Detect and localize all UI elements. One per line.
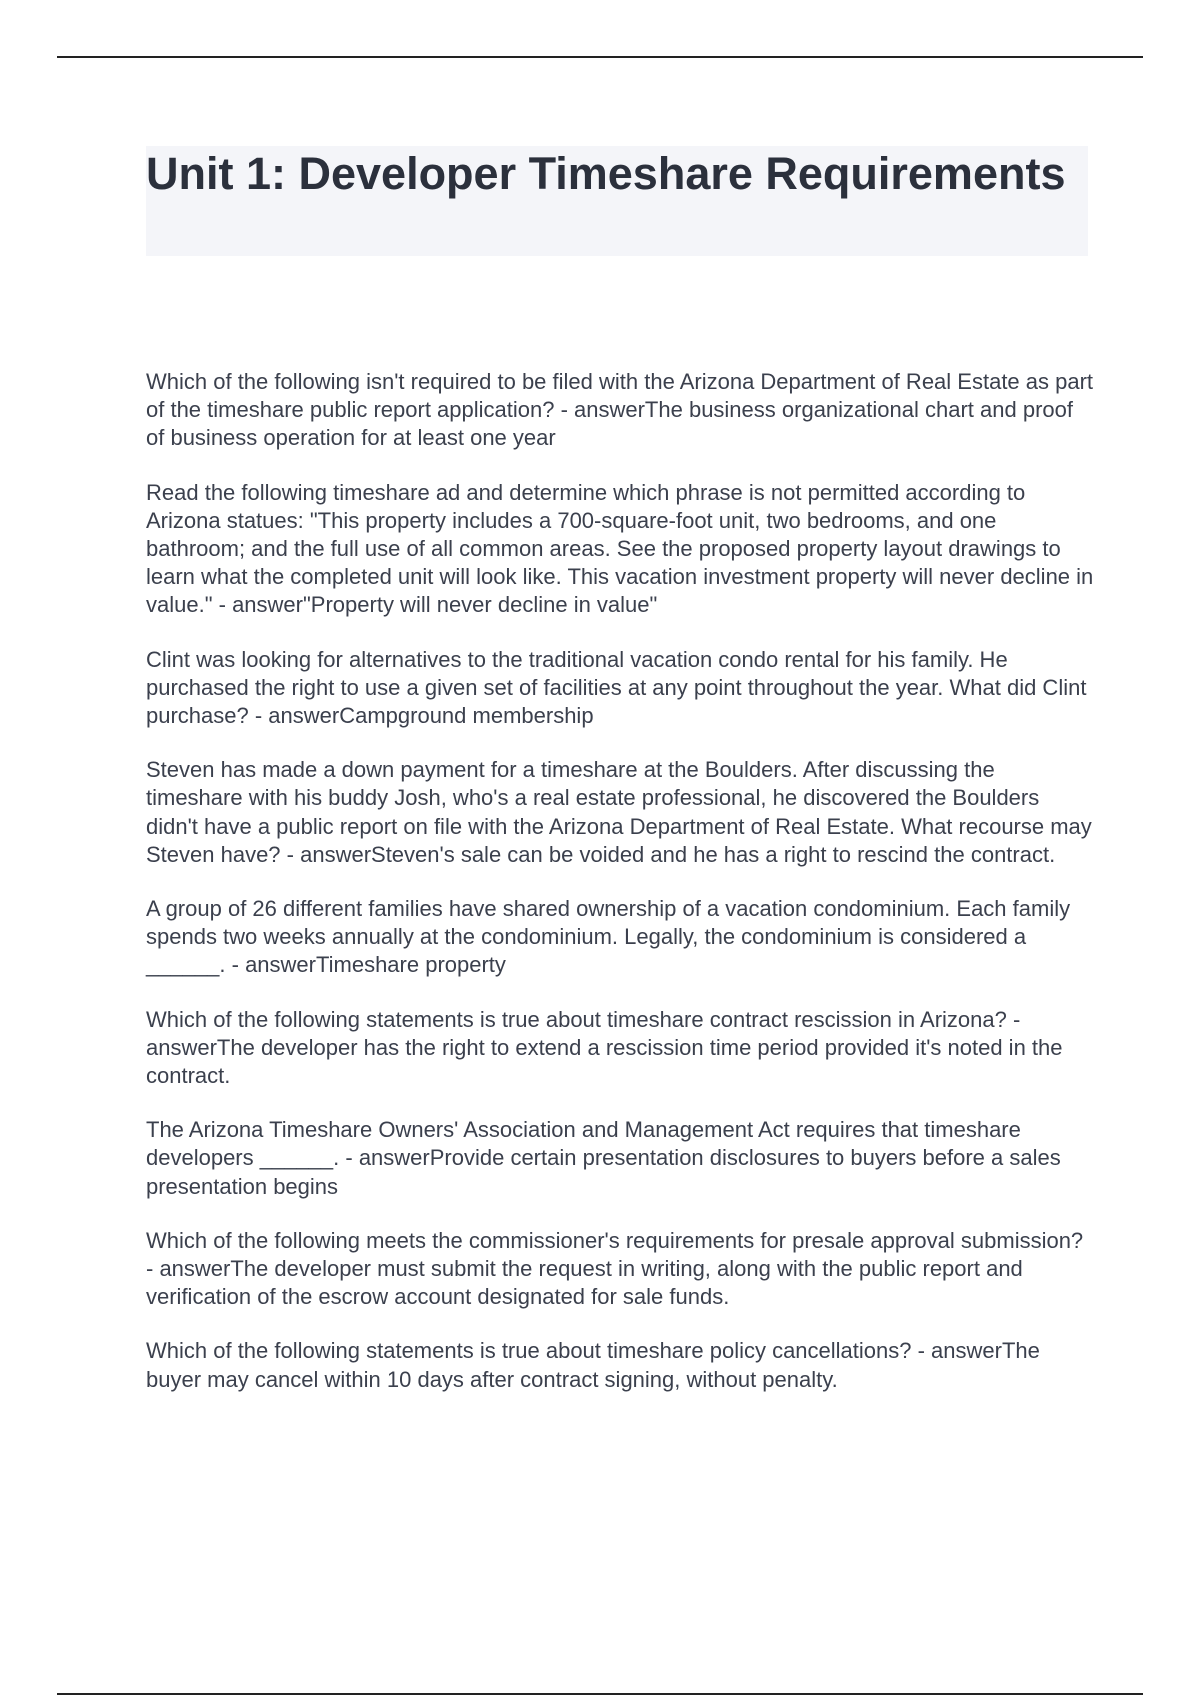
title-banner [146, 146, 1088, 256]
qa-item: Which of the following isn't required to be filed with the Arizona Department of Real Estate as part of the timeshare public report application? - answerThe business organizational chart and proof of business operation for at least one year [146, 369, 1094, 451]
page-title: Unit 1: Developer Timeshare Requirements [146, 148, 1066, 199]
bottom-divider [57, 1693, 1143, 1695]
qa-item: Read the following timeshare ad and determine which phrase is not permitted according to Arizona statues: "This property includes a 700-square-foot unit, two bedrooms, and one bathroom; and the full use of all common areas. See the proposed property layout drawings to learn what the completed unit will look like. This vacation investment property will never decline in value." - answer"Property will never decline in value" [146, 479, 1094, 618]
qa-item: Which of the following statements is true about timeshare policy cancellations? - answerThe buyer may cancel within 10 days after contract signing, without penalty. [146, 1338, 1040, 1392]
qa-item: Which of the following statements is true about timeshare contract rescission in Arizona? - answerThe developer has the right to extend a rescission time period provided it's noted in the contract. [146, 1006, 1063, 1089]
qa-list [146, 368, 1096, 1420]
qa-item: Clint was looking for alternatives to the traditional vacation condo rental for his family. He purchased the right to use a given set of facilities at any point throughout the year. What did Clint purchase? - answerCampground membership [146, 646, 1087, 729]
qa-item: A group of 26 different families have shared ownership of a vacation condominium. Each family spends two weeks annually at the condominium. Legally, the condominium is considered a ______. - answerTimeshare property [146, 896, 1071, 978]
qa-item: Which of the following meets the commissioner's requirements for presale approval submission? - answerThe developer must submit the request in writing, along with the public report and verification of the escrow account designated for sale funds. [146, 1227, 1084, 1310]
qa-item: Steven has made a down payment for a timeshare at the Boulders. After discussing the timeshare with his buddy Josh, who's a real estate professional, he discovered the Boulders didn't have a public report on file with the Arizona Department of Real Estate. What recourse may Steven have? - answerSteven's sale can be voided and he has a right to rescind the contract. [146, 757, 1092, 867]
top-divider [57, 56, 1143, 58]
qa-item: The Arizona Timeshare Owners' Association and Management Act requires that timeshare developers ______. - answerProvide certain presentation disclosures to buyers before a sales presentation begins [146, 1117, 1061, 1199]
